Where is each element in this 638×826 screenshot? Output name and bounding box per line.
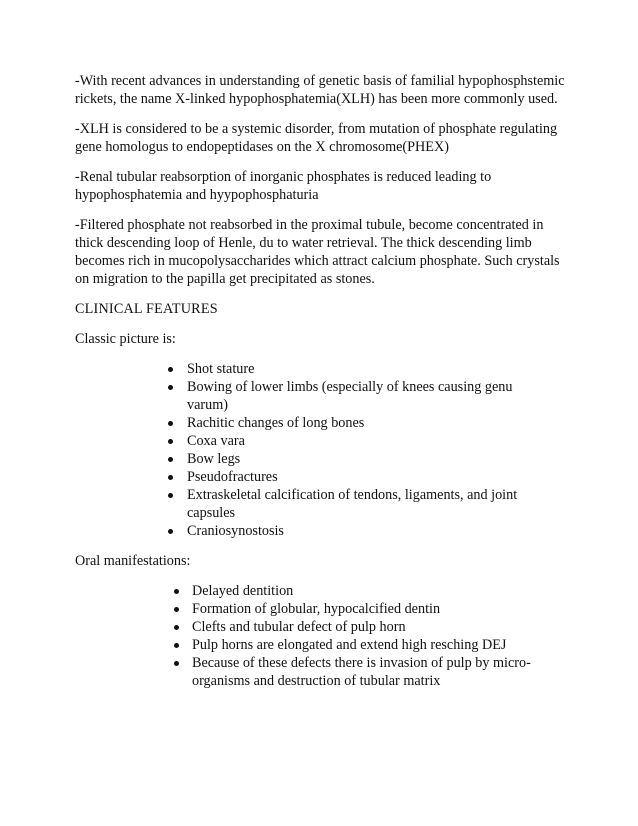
- list-item: [75, 600, 565, 618]
- bullet-icon: [174, 589, 179, 594]
- list-item-text: Pseudofractures: [187, 469, 278, 485]
- list-item: [75, 468, 565, 486]
- bullet-icon: [168, 367, 173, 372]
- bullet-icon: [168, 385, 173, 390]
- list-item: [75, 378, 565, 414]
- list-item: [75, 582, 565, 600]
- bullet-icon: [174, 661, 179, 666]
- classic-picture-label: Classic picture is:: [75, 331, 176, 347]
- list-item-text: Rachitic changes of long bones: [187, 415, 365, 431]
- bullet-icon: [168, 457, 173, 462]
- paragraph-xlh-naming: -With recent advances in understanding of genetic basis of familial hypophosphstemic rickets, the name X-linked hypophosphatemia(XLH) has been more commonly used.: [75, 73, 565, 107]
- list-item-text: Clefts and tubular defect of pulp horn: [192, 619, 406, 635]
- list-item: [75, 414, 565, 432]
- list-item-text: Bow legs: [187, 451, 241, 467]
- list-item: [75, 522, 565, 540]
- paragraph-filtered-phosphate: -Filtered phosphate not reabsorbed in the proximal tubule, become concentrated in thick descending loop of Henle, du to water retrieval. The thick descending limb becomes rich in mucopolysaccharides which attract calcium phosphate. Such crystals on migration to the papilla get precipitated as stones.: [75, 217, 560, 287]
- paragraph-systemic-disorder: -XLH is considered to be a systemic disorder, from mutation of phosphate regulating gene homologus to endopeptidases on the X chromosome(PHEX): [75, 121, 558, 155]
- list-item-text: Because of these defects there is invasion of pulp by micro-organisms and destruction of tubular matrix: [192, 655, 531, 689]
- list-item-text: Pulp horns are elongated and extend high resching DEJ: [192, 637, 507, 653]
- bullet-icon: [168, 493, 173, 498]
- list-item: [75, 432, 565, 450]
- list-item-text: Extraskeletal calcification of tendons, ligaments, and joint capsules: [187, 487, 518, 521]
- list-item: [75, 636, 565, 654]
- list-item: [75, 618, 565, 636]
- list-item-text: Delayed dentition: [192, 583, 294, 599]
- bullet-icon: [174, 607, 179, 612]
- paragraph-renal-reabsorption: -Renal tubular reabsorption of inorganic phosphates is reduced leading to hypophosphatemia and hyypophosphaturia: [75, 169, 492, 203]
- list-item: [75, 486, 565, 522]
- bullet-icon: [174, 643, 179, 648]
- bullet-icon: [168, 439, 173, 444]
- list-item: [75, 654, 565, 690]
- bullet-icon: [168, 529, 173, 534]
- oral-manifestations-label: Oral manifestations:: [75, 553, 191, 569]
- bullet-icon: [168, 421, 173, 426]
- list-item-text: Bowing of lower limbs (especially of knees causing genu varum): [187, 379, 513, 413]
- clinical-features-list: [75, 360, 565, 540]
- oral-manifestations-list: [75, 582, 565, 690]
- list-item-text: Formation of globular, hypocalcified dentin: [192, 601, 441, 617]
- list-item: [75, 360, 565, 378]
- bullet-icon: [168, 475, 173, 480]
- clinical-features-heading: CLINICAL FEATURES: [75, 301, 218, 317]
- list-item: [75, 450, 565, 468]
- document-body: [75, 72, 565, 702]
- list-item-text: Coxa vara: [187, 433, 245, 449]
- list-item-text: Shot stature: [187, 361, 255, 377]
- bullet-icon: [174, 625, 179, 630]
- list-item-text: Craniosynostosis: [187, 523, 284, 539]
